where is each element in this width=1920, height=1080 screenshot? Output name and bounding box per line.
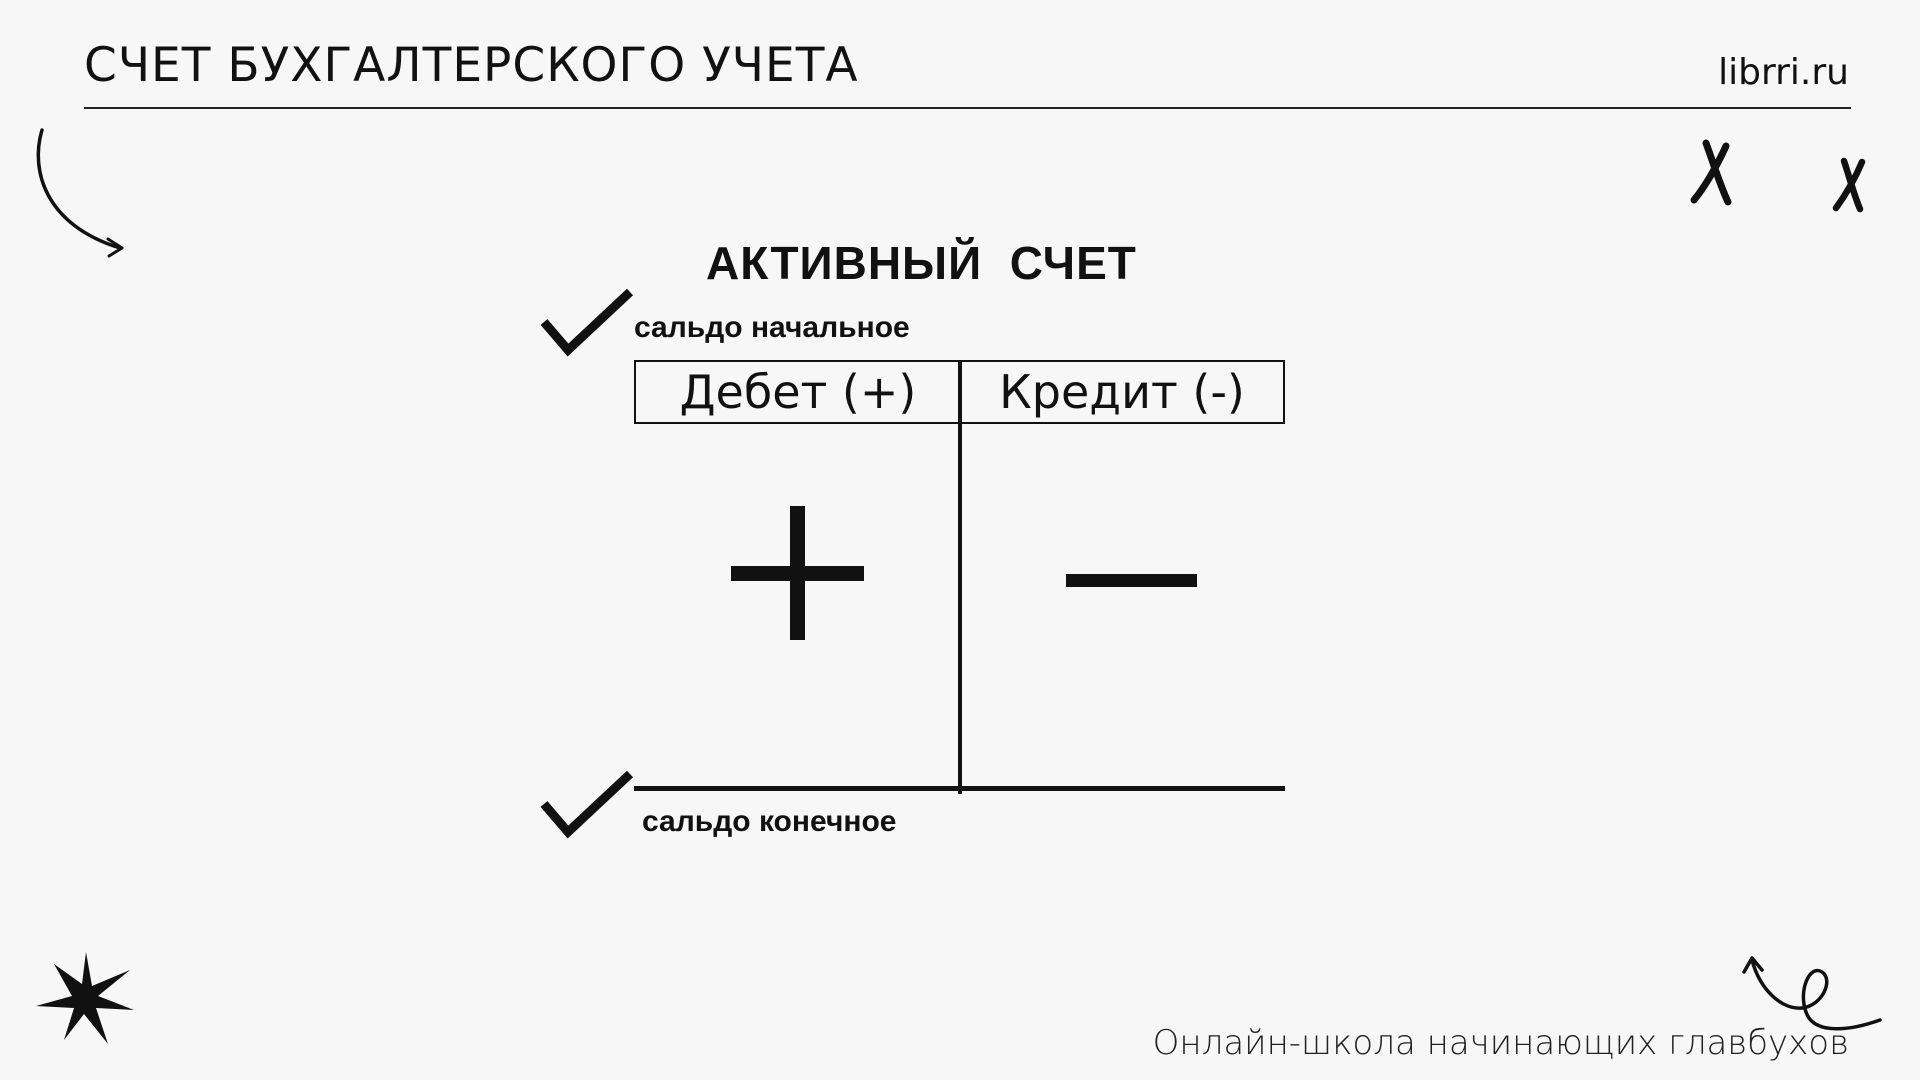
x-mark-icon xyxy=(1832,157,1870,213)
debit-header: Дебет (+) xyxy=(634,360,962,424)
star-burst-icon xyxy=(34,950,136,1046)
closing-balance-label: сальдо конечное xyxy=(642,805,897,838)
footer-text: Онлайн-школа начинающих главбухов xyxy=(1152,1023,1849,1063)
header-divider xyxy=(84,107,1851,109)
t-account-vertical-line xyxy=(958,360,962,794)
x-mark-icon xyxy=(1690,140,1738,206)
credit-header: Кредит (-) xyxy=(959,360,1285,424)
plus-icon-bar xyxy=(731,566,864,581)
t-account-bottom-line xyxy=(634,786,1285,791)
curved-arrow-icon xyxy=(30,125,130,260)
site-link[interactable]: librri.ru xyxy=(1718,52,1849,93)
checkmark-icon xyxy=(538,770,636,842)
opening-balance-label: сальдо начальное xyxy=(634,311,910,344)
minus-icon xyxy=(1066,574,1197,587)
diagram-title: АКТИВНЫЙ СЧЕТ xyxy=(706,237,1137,289)
page-title: СЧЕТ БУХГАЛТЕРСКОГО УЧЕТА xyxy=(84,38,859,93)
checkmark-icon xyxy=(538,288,636,360)
